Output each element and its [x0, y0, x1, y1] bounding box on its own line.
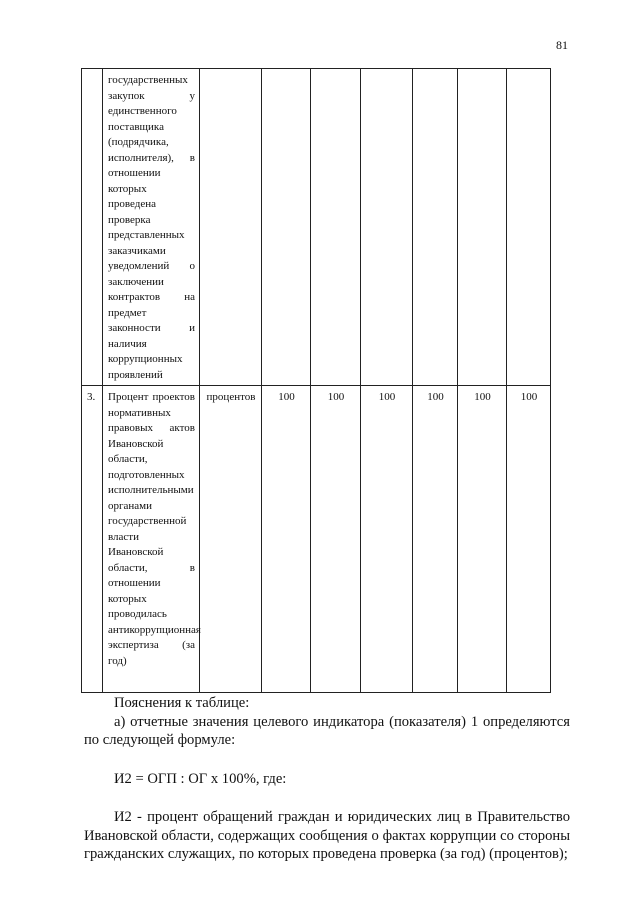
unit-cell: процентов	[200, 386, 262, 693]
paragraph-a: а) отчетные значения целевого индикатора (показателя) 1 определяются по следующей формуле:	[84, 713, 570, 748]
page-number: 81	[556, 38, 568, 52]
value-cell: 100	[413, 386, 458, 693]
definition-paragraph: И2 - процент обращений граждан и юридических лиц в Правительство Ивановской области, содержащих сообщения о фактах коррупции со стороны гражданских служащих, по которых проведена проверка (за год) (процентов);	[84, 809, 570, 862]
value-cell: 100	[311, 386, 361, 693]
indicator-name: государственных закупок у единственного поставщика (подрядчика, исполнителя), в отношении которых проведена проверка представленных заказчиками уведомлений о заключении контрактов на предмет законности и наличия коррупционных проявлений	[103, 69, 200, 386]
unit-cell	[200, 69, 262, 386]
value-cell	[507, 69, 551, 386]
indicators-table	[81, 68, 551, 693]
table-row	[82, 69, 551, 386]
explanations	[84, 694, 570, 750]
indicator-name: Процент проектов нормативных правовых актов Ивановской области, подготовленных исполнительными органами государственной власти Ивановской области, в отношении которых проводилась антикоррупционная экспертиза (за год)	[103, 386, 200, 693]
formula-block	[84, 770, 570, 789]
row-number	[82, 69, 103, 386]
value-cell	[361, 69, 413, 386]
value-cell: 100	[458, 386, 507, 693]
row-number: 3.	[82, 386, 103, 693]
table-row	[82, 386, 551, 693]
definition-block	[84, 808, 570, 864]
explanations-heading: Пояснения к таблице:	[114, 695, 250, 711]
value-cell: 100	[361, 386, 413, 693]
value-cell: 100	[507, 386, 551, 693]
value-cell	[458, 69, 507, 386]
formula: И2 = ОГП : ОГ x 100%, где:	[114, 771, 287, 787]
value-cell: 100	[262, 386, 311, 693]
value-cell	[311, 69, 361, 386]
value-cell	[262, 69, 311, 386]
value-cell	[413, 69, 458, 386]
